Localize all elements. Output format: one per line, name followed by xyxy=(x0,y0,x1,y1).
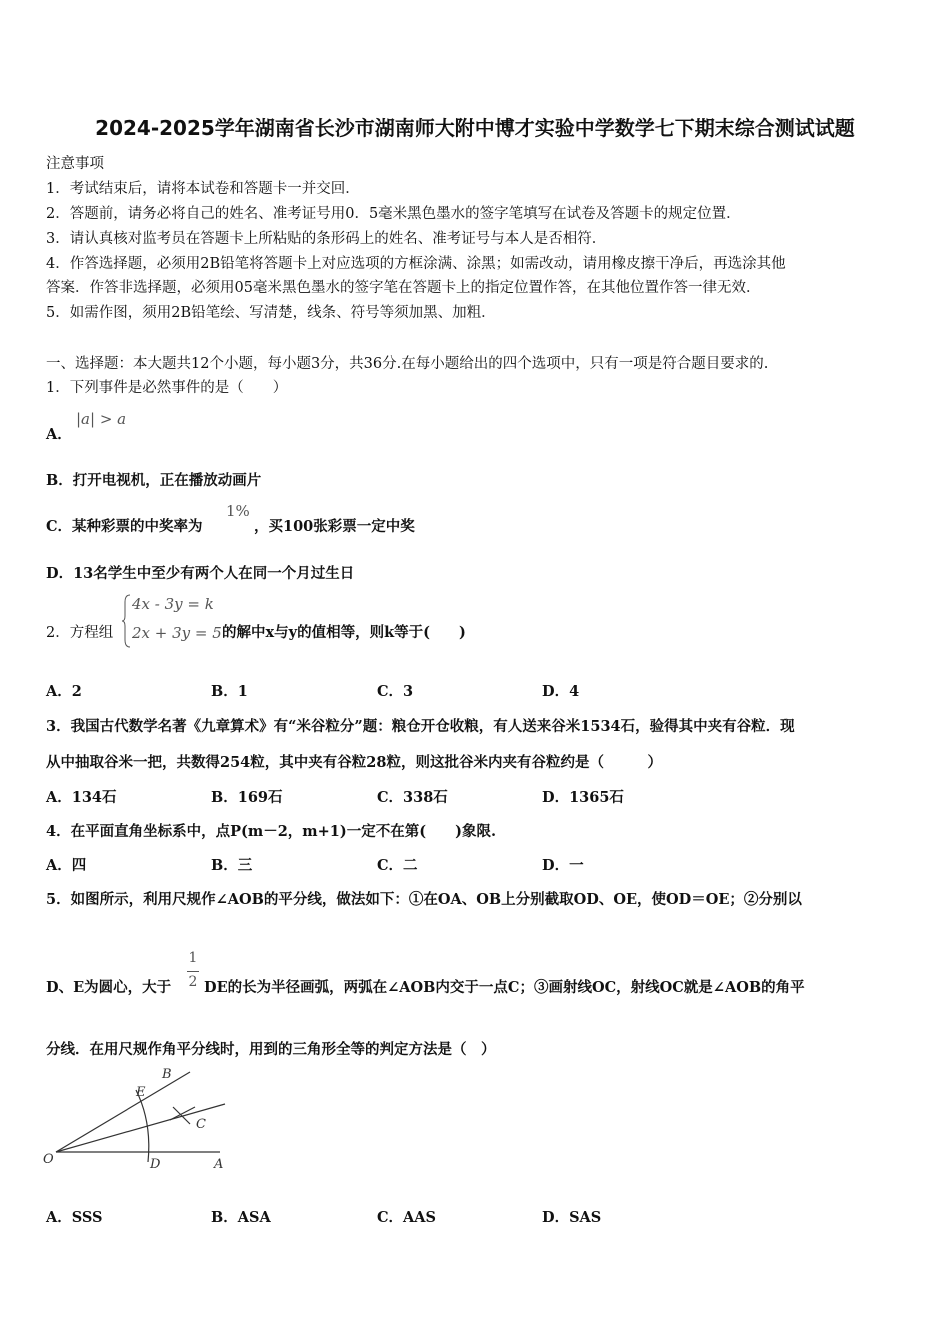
label-b: B xyxy=(162,1067,172,1082)
q2-equation-1: 4x - 3y = k xyxy=(132,595,214,613)
notice-item: 5．如需作图，须用2B铅笔绘、写清楚，线条、符号等须加黑、加粗． xyxy=(46,305,496,321)
fraction-bar xyxy=(187,971,199,972)
q4-option-a: A．四 xyxy=(46,857,87,874)
q5-option-b: B．ASA xyxy=(211,1209,271,1226)
q2-option-c: C．3 xyxy=(377,683,414,700)
arc-mark-1 xyxy=(173,1107,190,1124)
q4-stem: 4．在平面直角坐标系中，点P(m－2，m+1)一定不在第( )象限. xyxy=(46,823,496,840)
q3-option-b: B．169石 xyxy=(211,789,283,806)
q5-line-1: 5．如图所示，利用尺规作∠AOB的平分线，做法如下：①在OA、OB上分别截取OD、OE，使OD＝OE；②分别以 xyxy=(46,891,802,908)
notice-item: 2．答题前，请务必将自己的姓名、准考证号用0．5毫米黑色墨水的签字笔填写在试卷及答题卡的规定位置． xyxy=(46,206,741,222)
q1-option-c-pre: C．某种彩票的中奖率为 xyxy=(46,518,203,535)
label-o: O xyxy=(43,1152,54,1167)
q3-line-1: 3．我国古代数学名著《九章算术》有“米谷粒分”题：粮仓开仓收粮，有人送来谷米1534石，验得其中夹有谷粒．现 xyxy=(46,718,795,735)
q2-equation-2: 2x + 3y = 5 xyxy=(132,624,222,642)
notice-heading: 注意事项 xyxy=(46,156,104,172)
q1-option-a-label: A． xyxy=(46,426,72,443)
fraction-numerator: 1 xyxy=(188,950,198,966)
q5-line-2-pre: D、E为圆心，大于 xyxy=(46,979,172,996)
fraction-denominator: 2 xyxy=(188,974,198,990)
page-title: 2024-2025学年湖南省长沙市湖南师大附中博才实验中学数学七下期末综合测试试题 xyxy=(95,116,855,140)
q5-option-c: C．AAS xyxy=(377,1209,437,1226)
q4-option-c: C．二 xyxy=(377,857,418,874)
question-1-stem: 1．下列事件是必然事件的是（ ） xyxy=(46,380,288,396)
q5-option-a: A．SSS xyxy=(46,1209,103,1226)
label-e: E xyxy=(136,1085,146,1100)
q3-option-a: A．134石 xyxy=(46,789,117,806)
q3-line-2: 从中抽取谷米一把，共数得254粒，其中夹有谷粒28粒，则这批谷米内夹有谷粒约是（ ） xyxy=(46,754,662,771)
q1-option-b: B．打开电视机，正在播放动画片 xyxy=(46,472,262,489)
q2-stem-pre: 2．方程组 xyxy=(46,625,114,641)
label-d: D xyxy=(150,1157,161,1172)
q3-option-c: C．338石 xyxy=(377,789,448,806)
q5-line-2-post: DE的长为半径画弧，两弧在∠AOB内交于一点C；③画射线OC，射线OC就是∠AOB的角平 xyxy=(204,979,805,996)
q1-option-c-math: 1% xyxy=(226,502,250,520)
equation-brace xyxy=(122,594,132,648)
q5-option-d: D．SAS xyxy=(542,1209,602,1226)
q1-option-d: D．13名学生中至少有两个人在同一个月过生日 xyxy=(46,565,355,582)
notice-item: 答案．作答非选择题，必须用05毫米黑色墨水的签字笔在答题卡上的指定位置作答，在其他位置作答一律无效． xyxy=(46,280,761,296)
angle-bisector-figure xyxy=(40,1062,240,1172)
label-c: C xyxy=(196,1117,206,1132)
label-a: A xyxy=(214,1157,224,1172)
q3-option-d: D．1365石 xyxy=(542,789,624,806)
q2-option-a: A．2 xyxy=(46,683,82,700)
q5-line-3: 分线．在用尺规作角平分线时，用到的三角形全等的判定方法是（ ） xyxy=(46,1041,496,1058)
ray-ob xyxy=(56,1072,190,1152)
q4-option-d: D．一 xyxy=(542,857,584,874)
notice-item: 3．请认真核对监考员在答题卡上所粘贴的条形码上的姓名、准考证号与本人是否相符． xyxy=(46,231,607,247)
q1-option-c-post: ，买100张彩票一定中奖 xyxy=(254,518,415,535)
q1-option-a-math: |a| > a xyxy=(76,410,127,428)
section-heading: 一、选择题：本大题共12个小题，每小题3分，共36分.在每小题给出的四个选项中，只有一项是符合题目要求的. xyxy=(46,356,769,372)
q2-option-b: B．1 xyxy=(211,683,248,700)
notice-item: 1．考试结束后，请将本试卷和答题卡一并交回． xyxy=(46,181,360,197)
q2-stem-post: 的解中x与y的值相等，则k等于( ) xyxy=(222,624,466,641)
q2-option-d: D．4 xyxy=(542,683,580,700)
notice-item: 4．作答选择题，必须用2B铅笔将答题卡上对应选项的方框涂满、涂黑；如需改动，请用橡皮擦干净后，再选涂其他 xyxy=(46,256,786,272)
q4-option-b: B．三 xyxy=(211,857,253,874)
